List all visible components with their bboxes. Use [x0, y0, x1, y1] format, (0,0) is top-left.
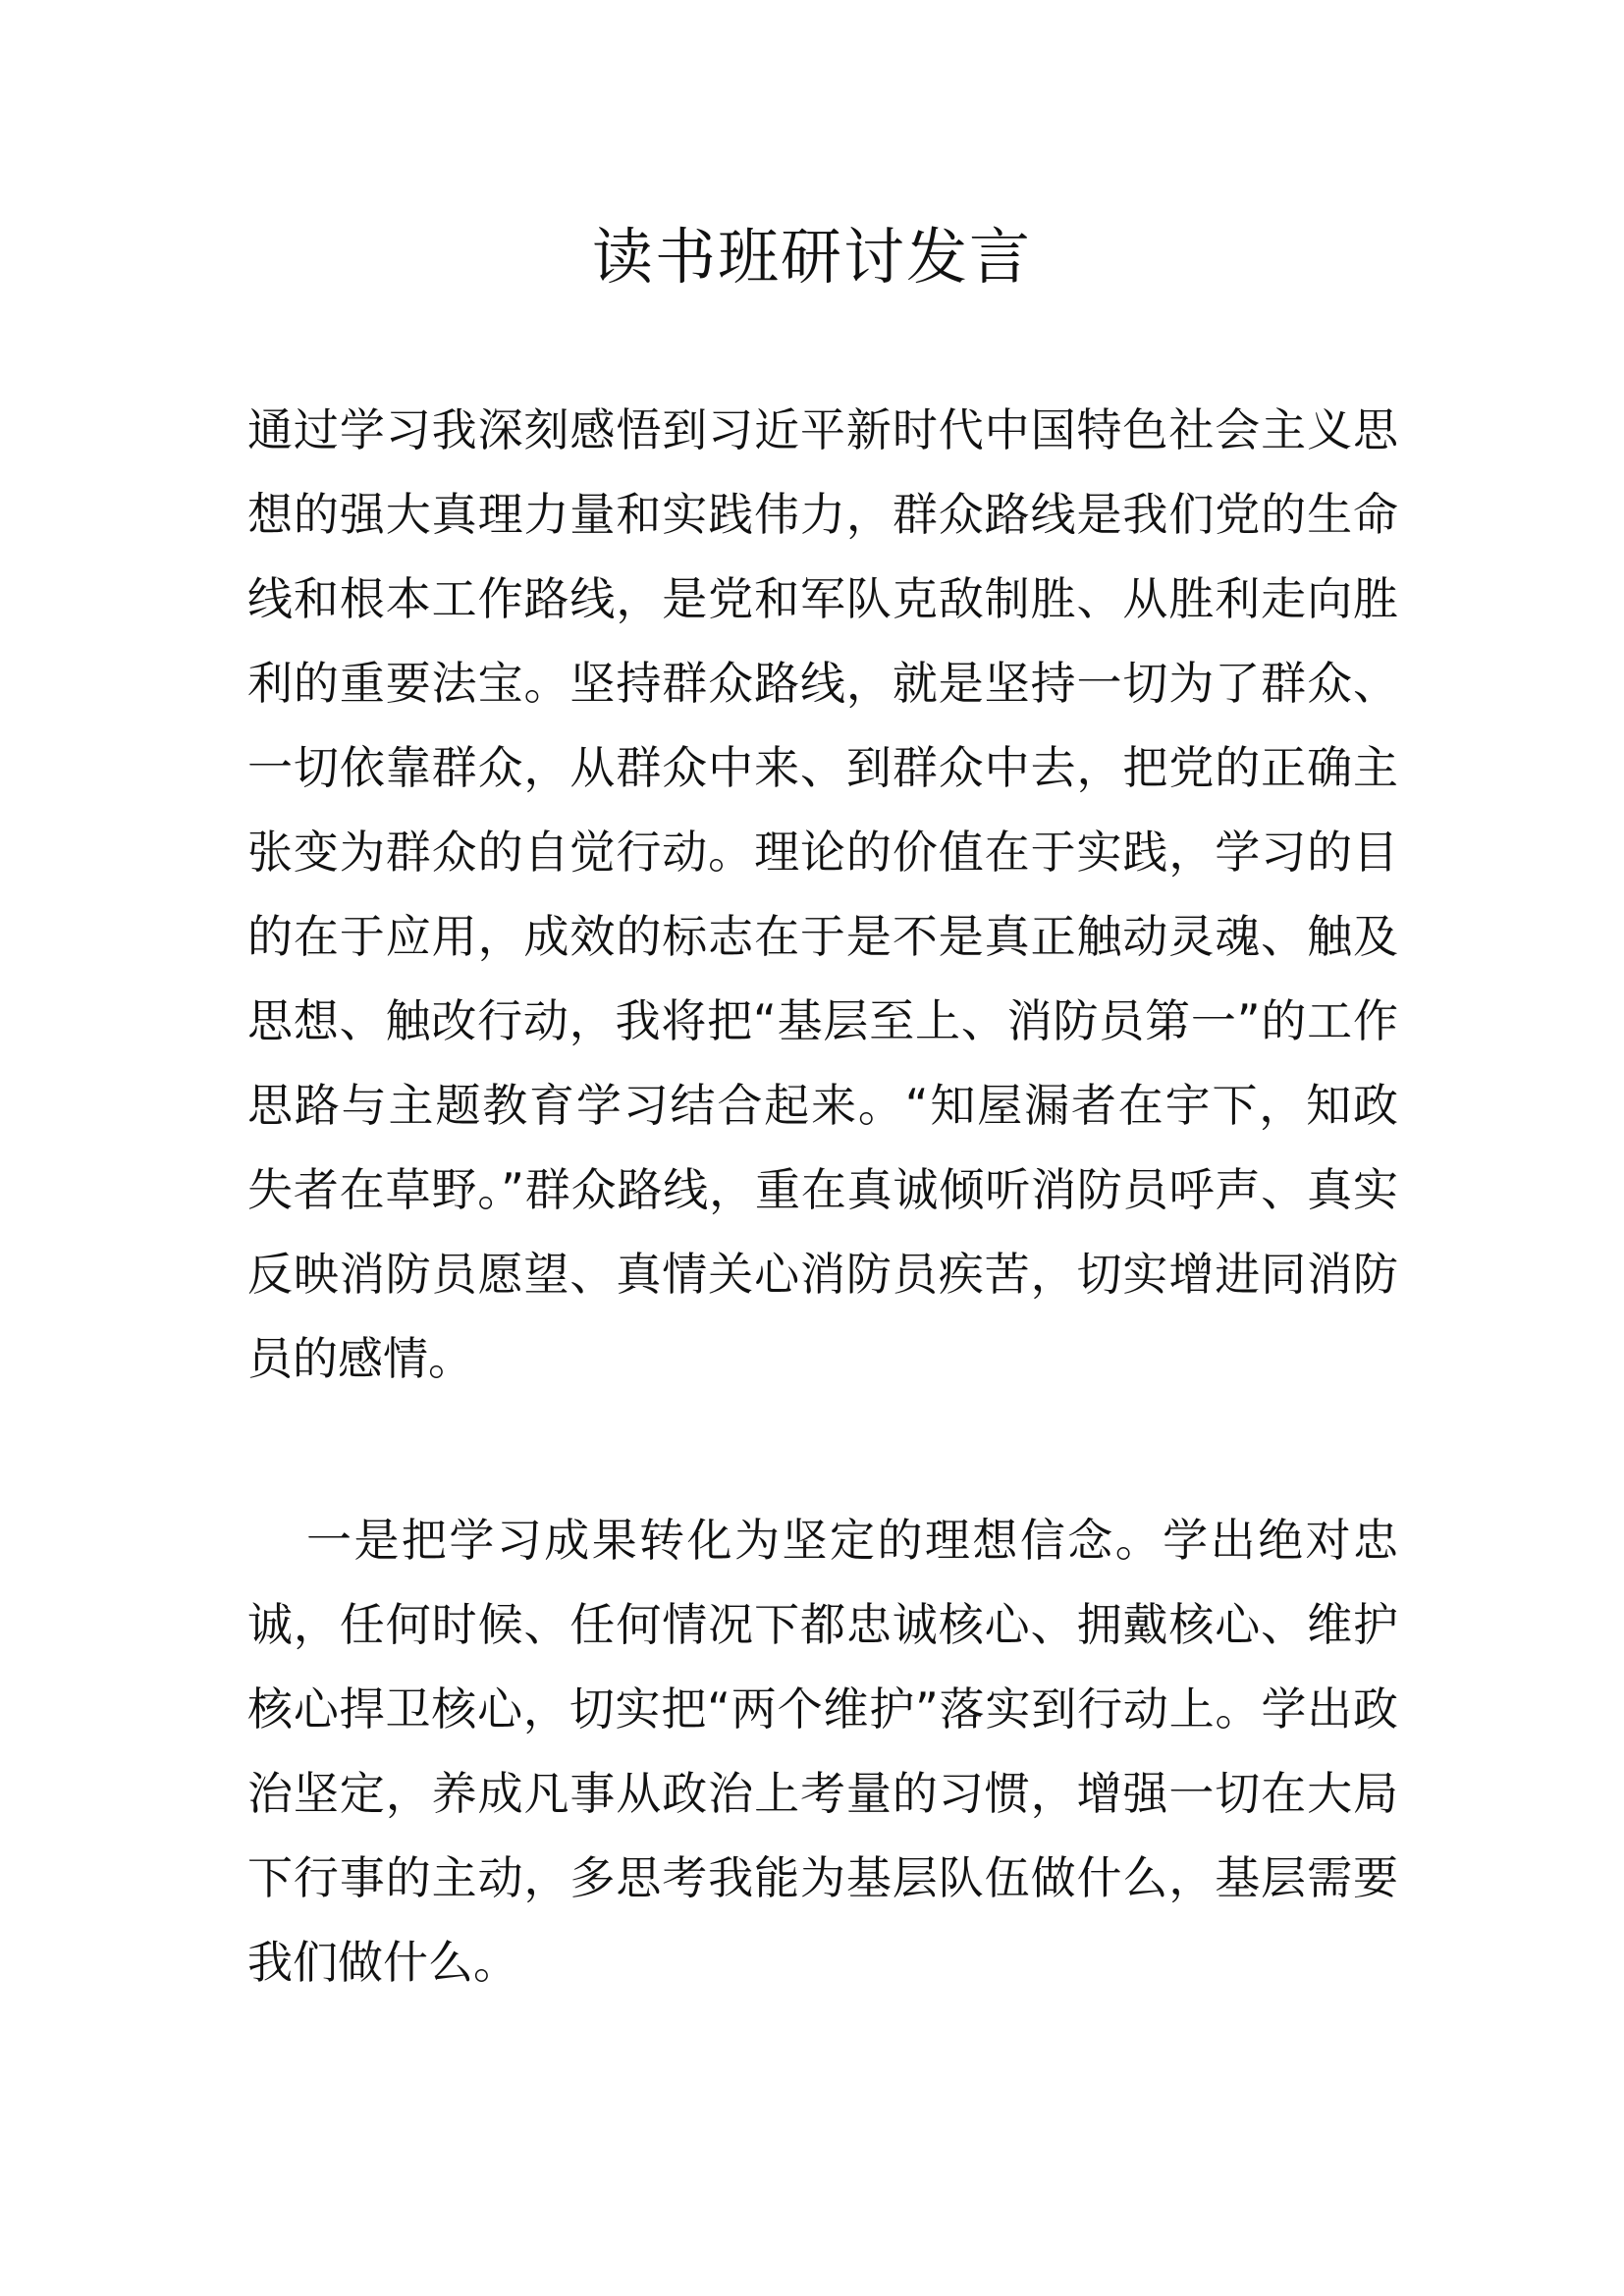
paragraph-1: 通过学习我深刻感悟到习近平新时代中国特色社会主义思想的强大真理力量和实践伟力，群众路线是我们党的生命线和根本工作路线，是党和军队克敌制胜、从胜利走向胜利的重要法宝。坚持群众路线，就是坚持一切为了群众、一切依靠群众，从群众中来、到群众中去，把党的正确主张变为群众的自觉行动。理论的价值在于实践，学习的目的在于应用，成效的标志在于是不是真正触动灵魂、触及思想、触改行动，我将把“基层至上、消防员第一”的工作思路与主题教育学习结合起来。“知屋漏者在宇下，知政失者在草野。”群众路线，重在真诚倾听消防员呼声、真实反映消防员愿望、真情关心消防员疾苦，切实增进同消防员的感情。 [247, 403, 1398, 1385]
paragraph-2: 一是把学习成果转化为坚定的理想信念。学出绝对忠诚，任何时候、任何情况下都忠诚核心、拥戴核心、维护核心捍卫核心，切实把“两个维护”落实到行动上。学出政治坚定，养成凡事从政治上考量的习惯，增强一切在大局下行事的主动，多思考我能为基层队伍做什么，基层需要我们做什么。 [247, 1514, 1398, 1989]
document-title: 读书班研讨发言 [591, 221, 1032, 293]
